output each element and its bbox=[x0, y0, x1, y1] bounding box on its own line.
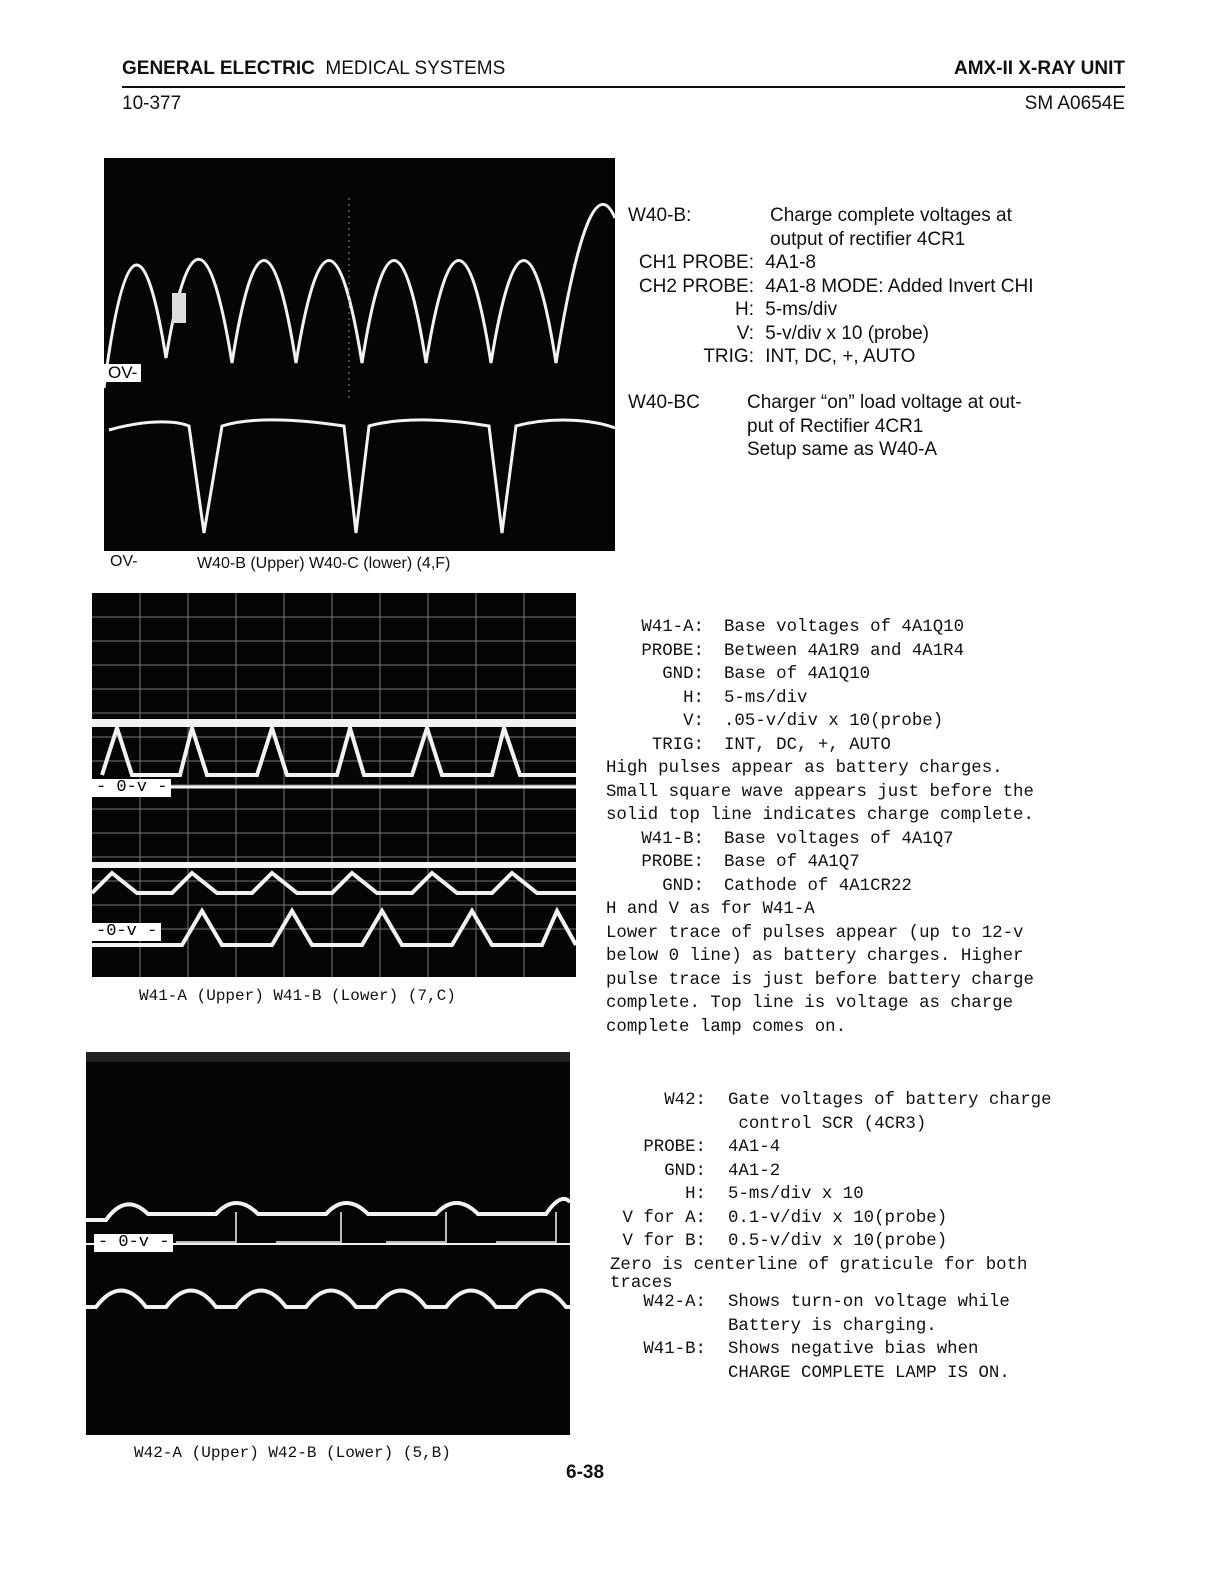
w41-row: W41-B: Base voltages of 4A1Q7 bbox=[641, 829, 954, 849]
zero-volt-marker-upper: - 0-v - bbox=[92, 779, 171, 797]
w42-row: GND: 4A1-2 bbox=[664, 1161, 781, 1181]
w41-note: complete. Top line is voltage as charge bbox=[606, 994, 1014, 1013]
company-name: GENERAL ELECTRIC bbox=[122, 58, 315, 79]
company-division: MEDICAL SYSTEMS bbox=[325, 58, 506, 79]
w41-note: solid top line indicates charge complete. bbox=[606, 806, 1034, 825]
w41-settings bbox=[606, 616, 1034, 1039]
photo-caption-w40: W40-B (Upper) W40-C (lower) (4,F) bbox=[197, 555, 451, 572]
header-rule bbox=[122, 86, 1125, 88]
w42-row: control SCR (4CR3) bbox=[728, 1114, 927, 1134]
oscilloscope-photo-w42 bbox=[86, 1052, 570, 1435]
zero-volt-marker-lower: OV- bbox=[110, 553, 138, 570]
doc-number: 10-377 bbox=[122, 93, 182, 114]
zero-volt-marker: - 0-v - bbox=[94, 1234, 173, 1252]
w42-zero-note: Zero is centerline of graticule for both bbox=[610, 1255, 1028, 1275]
w41-row: V: .05-v/div x 10(probe) bbox=[683, 712, 944, 731]
w40-row: W40-B: Charge complete voltages at bbox=[628, 205, 1012, 226]
w42-settings bbox=[610, 1089, 1052, 1385]
w42-row: Battery is charging. bbox=[728, 1316, 937, 1336]
w41-note: High pulses appear as battery charges. bbox=[606, 759, 1003, 778]
photo-caption-w41: W41-A (Upper) W41-B (Lower) (7,C) bbox=[139, 987, 456, 1005]
w41-note: Small square wave appears just before the bbox=[606, 782, 1034, 802]
w40-row: V: 5-v/div x 10 (probe) bbox=[736, 322, 929, 344]
zero-volt-marker-lower: -0-v - bbox=[92, 923, 161, 941]
w41-note: below 0 line) as battery charges. Higher bbox=[606, 947, 1024, 966]
w42-row: V for B: 0.5-v/div x 10(probe) bbox=[622, 1232, 948, 1251]
w41-row: GND: Base of 4A1Q10 bbox=[662, 665, 871, 684]
w42-row: V for A: 0.1-v/div x 10(probe) bbox=[622, 1208, 948, 1228]
sm-number: SM A0654E bbox=[1024, 93, 1125, 114]
oscilloscope-photo-w41 bbox=[92, 593, 576, 977]
w42-row: H: 5-ms/div x 10 bbox=[685, 1185, 864, 1204]
w41-note: pulse trace is just before battery charge bbox=[606, 970, 1034, 990]
zero-volt-marker: OV- bbox=[104, 364, 141, 382]
w42-zero-note-2: traces bbox=[610, 1274, 673, 1293]
w40-row: output of rectifier 4CR1 bbox=[770, 228, 966, 250]
photo-caption-w42: W42-A (Upper) W42-B (Lower) (5,B) bbox=[134, 1444, 451, 1462]
page-number: 6-38 bbox=[566, 1462, 605, 1483]
w40-row: CH1 PROBE: 4A1-8 bbox=[638, 252, 816, 273]
header-company bbox=[122, 58, 505, 80]
w40-bc-key: W40-BC bbox=[628, 392, 700, 413]
w41-row: W41-A: Base voltages of 4A1Q10 bbox=[641, 618, 965, 637]
w40-settings bbox=[628, 204, 1034, 369]
w41-row: PROBE: Between 4A1R9 and 4A1R4 bbox=[641, 641, 965, 661]
w41-note: Lower trace of pulses appear (up to 12-v bbox=[606, 923, 1024, 943]
w42-row: PROBE: 4A1-4 bbox=[643, 1138, 781, 1157]
w42-row: W42: Gate voltages of battery charge bbox=[664, 1091, 1052, 1110]
w41-note: H and V as for W41-A bbox=[606, 900, 815, 919]
w41-row: TRIG: INT, DC, +, AUTO bbox=[651, 735, 891, 755]
w40-row: CH2 PROBE: 4A1-8 MODE: Added Invert CHI bbox=[638, 275, 1034, 297]
w41-row: GND: Cathode of 4A1CR22 bbox=[662, 876, 912, 896]
product-title: AMX-II X-RAY UNIT bbox=[953, 58, 1125, 79]
w41-note: complete lamp comes on. bbox=[606, 1017, 847, 1037]
w42-row: W42-A: Shows turn-on voltage while bbox=[643, 1293, 1010, 1312]
w40-row: TRIG: INT, DC, +, AUTO bbox=[703, 346, 916, 367]
w41-row: PROBE: Base of 4A1Q7 bbox=[641, 853, 860, 872]
w42-row: W41-B: Shows negative bias when bbox=[643, 1340, 979, 1359]
oscilloscope-photo-w40 bbox=[104, 158, 615, 551]
w41-row: H: 5-ms/div bbox=[683, 688, 808, 708]
w42-row: CHARGE COMPLETE LAMP IS ON. bbox=[728, 1363, 1010, 1383]
w40-row: H: 5-ms/div bbox=[735, 299, 838, 320]
waveform-w40 bbox=[104, 158, 615, 551]
